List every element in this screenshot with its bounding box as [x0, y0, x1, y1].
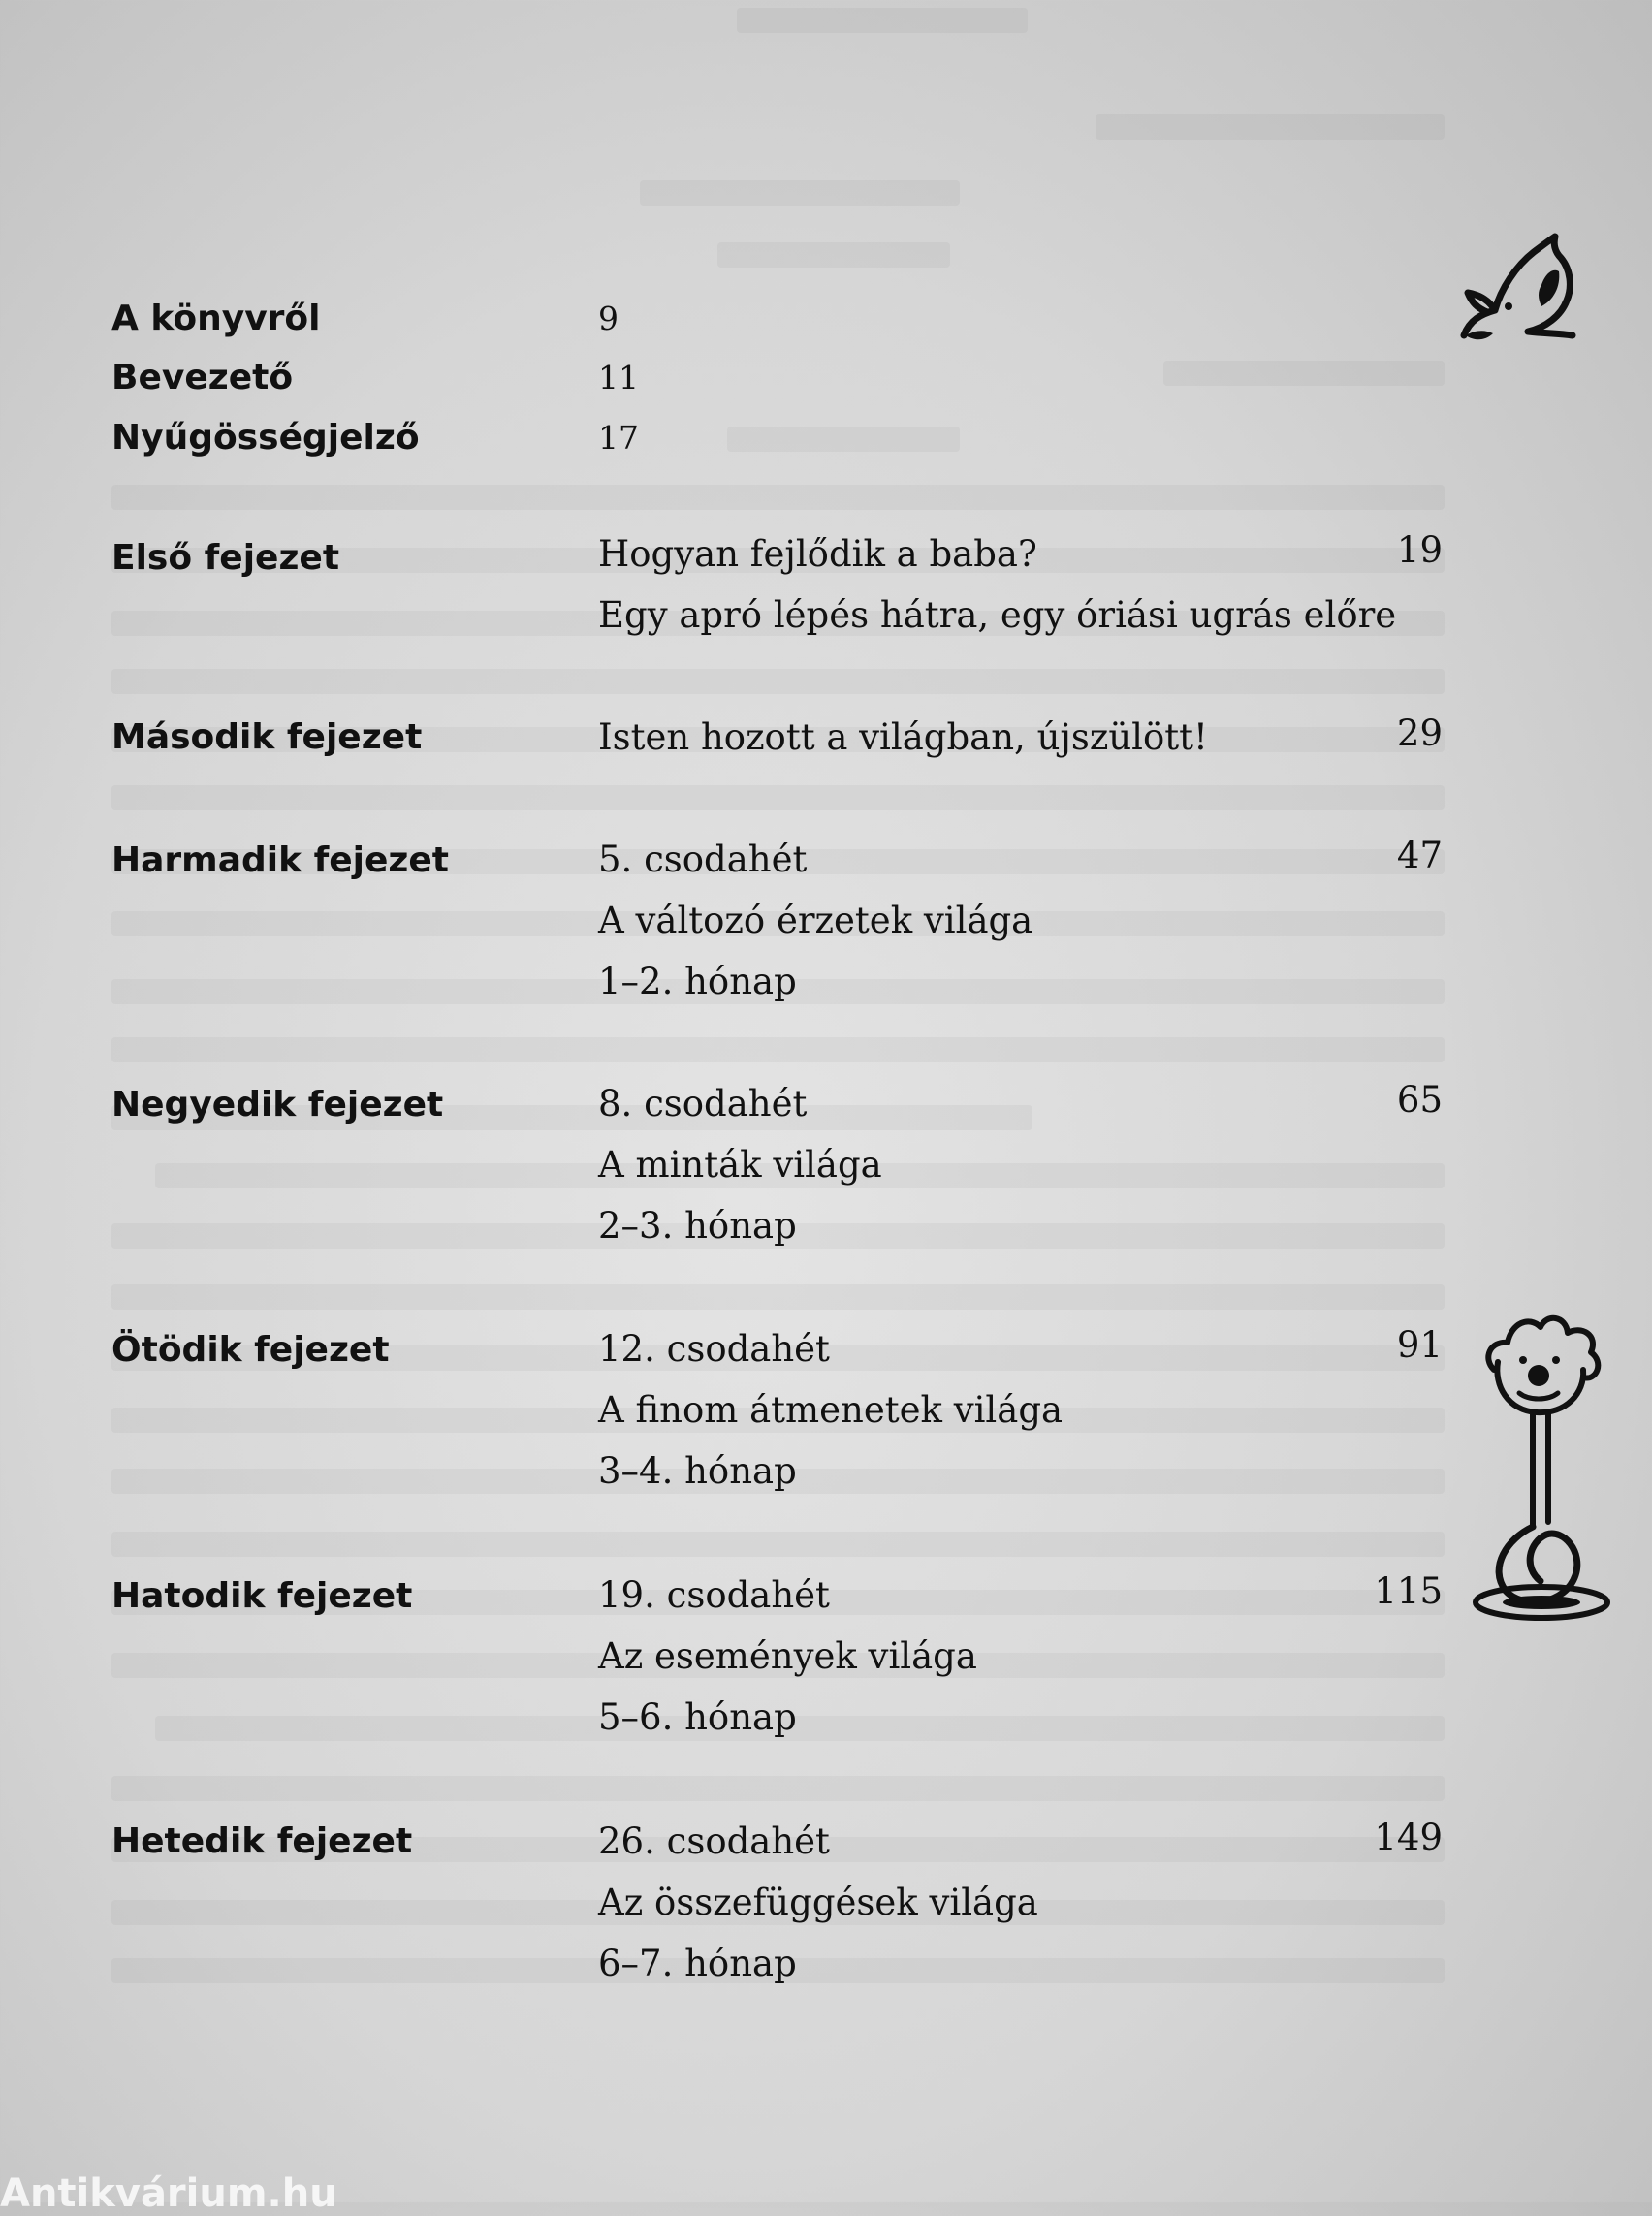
front-matter-page-about: 9: [598, 300, 619, 337]
chapter-3-label[interactable]: Harmadik fejezet: [111, 840, 449, 880]
front-matter-page-intro: 11: [598, 359, 639, 396]
chapter-5-desc: [598, 1318, 1063, 1502]
chapter-5-line-3: 3–4. hónap: [598, 1450, 797, 1492]
chapter-2-page: 29: [1396, 712, 1443, 754]
chapter-7-page: 149: [1374, 1817, 1443, 1858]
front-matter-title-fussiness[interactable]: Nyűgösségjelző: [111, 418, 420, 458]
chapter-2-desc: [598, 707, 1208, 768]
front-matter-title-about[interactable]: A könyvről: [111, 299, 321, 338]
chapter-1-line-1: Hogyan fejlődik a baba?: [598, 533, 1037, 575]
chapter-4-line-3: 2–3. hónap: [598, 1205, 797, 1247]
chapter-2-line-1: Isten hozott a világban, újszülött!: [598, 716, 1208, 758]
chapter-6-label[interactable]: Hatodik fejezet: [111, 1576, 413, 1616]
chapter-4-line-2: A minták világa: [598, 1144, 882, 1186]
chapter-7-line-2: Az összefüggések világa: [598, 1882, 1038, 1923]
chapter-3-line-2: A változó érzetek világa: [598, 900, 1033, 941]
front-matter-page-fussiness: 17: [598, 419, 639, 457]
chapter-6-page: 115: [1374, 1570, 1443, 1612]
chapter-5-line-1: 12. csodahét: [598, 1328, 830, 1370]
chapter-3-page: 47: [1396, 835, 1443, 876]
front-matter-title-intro[interactable]: Bevezető: [111, 358, 294, 397]
chapter-7-line-3: 6–7. hónap: [598, 1943, 797, 1984]
chapter-4-page: 65: [1396, 1079, 1443, 1121]
chapter-6-desc: [598, 1565, 977, 1748]
chapter-1-page: 19: [1396, 529, 1443, 571]
chapter-5-line-2: A finom átmenetek világa: [598, 1389, 1064, 1431]
chapter-3-desc: [598, 829, 1032, 1012]
chapter-5-label[interactable]: Ötödik fejezet: [111, 1330, 390, 1370]
chapter-1-label[interactable]: Első fejezet: [111, 538, 340, 578]
chapter-6-line-1: 19. csodahét: [598, 1574, 830, 1616]
chapter-1-desc: [598, 523, 1396, 646]
chapter-4-label[interactable]: Negyedik fejezet: [111, 1085, 444, 1124]
chapter-7-label[interactable]: Hetedik fejezet: [111, 1821, 413, 1861]
chapter-4-desc: [598, 1073, 882, 1256]
chapter-3-line-3: 1–2. hónap: [598, 961, 797, 1002]
chapter-3-line-1: 5. csodahét: [598, 839, 808, 880]
chapter-6-line-2: Az események világa: [598, 1635, 977, 1677]
chapter-2-label[interactable]: Második fejezet: [111, 717, 423, 757]
chapter-6-line-3: 5–6. hónap: [598, 1696, 797, 1738]
chapter-7-line-1: 26. csodahét: [598, 1820, 830, 1862]
dolphin-drawing-icon: [1452, 231, 1578, 347]
clown-figure-drawing-icon: [1469, 1314, 1614, 1624]
chapter-7-desc: [598, 1811, 1038, 1994]
chapter-4-line-1: 8. csodahét: [598, 1083, 808, 1124]
chapter-5-page: 91: [1396, 1324, 1443, 1366]
watermark: Antikvárium.hu: [0, 2171, 337, 2216]
chapter-1-line-2: Egy apró lépés hátra, egy óriási ugrás előre: [598, 594, 1397, 636]
